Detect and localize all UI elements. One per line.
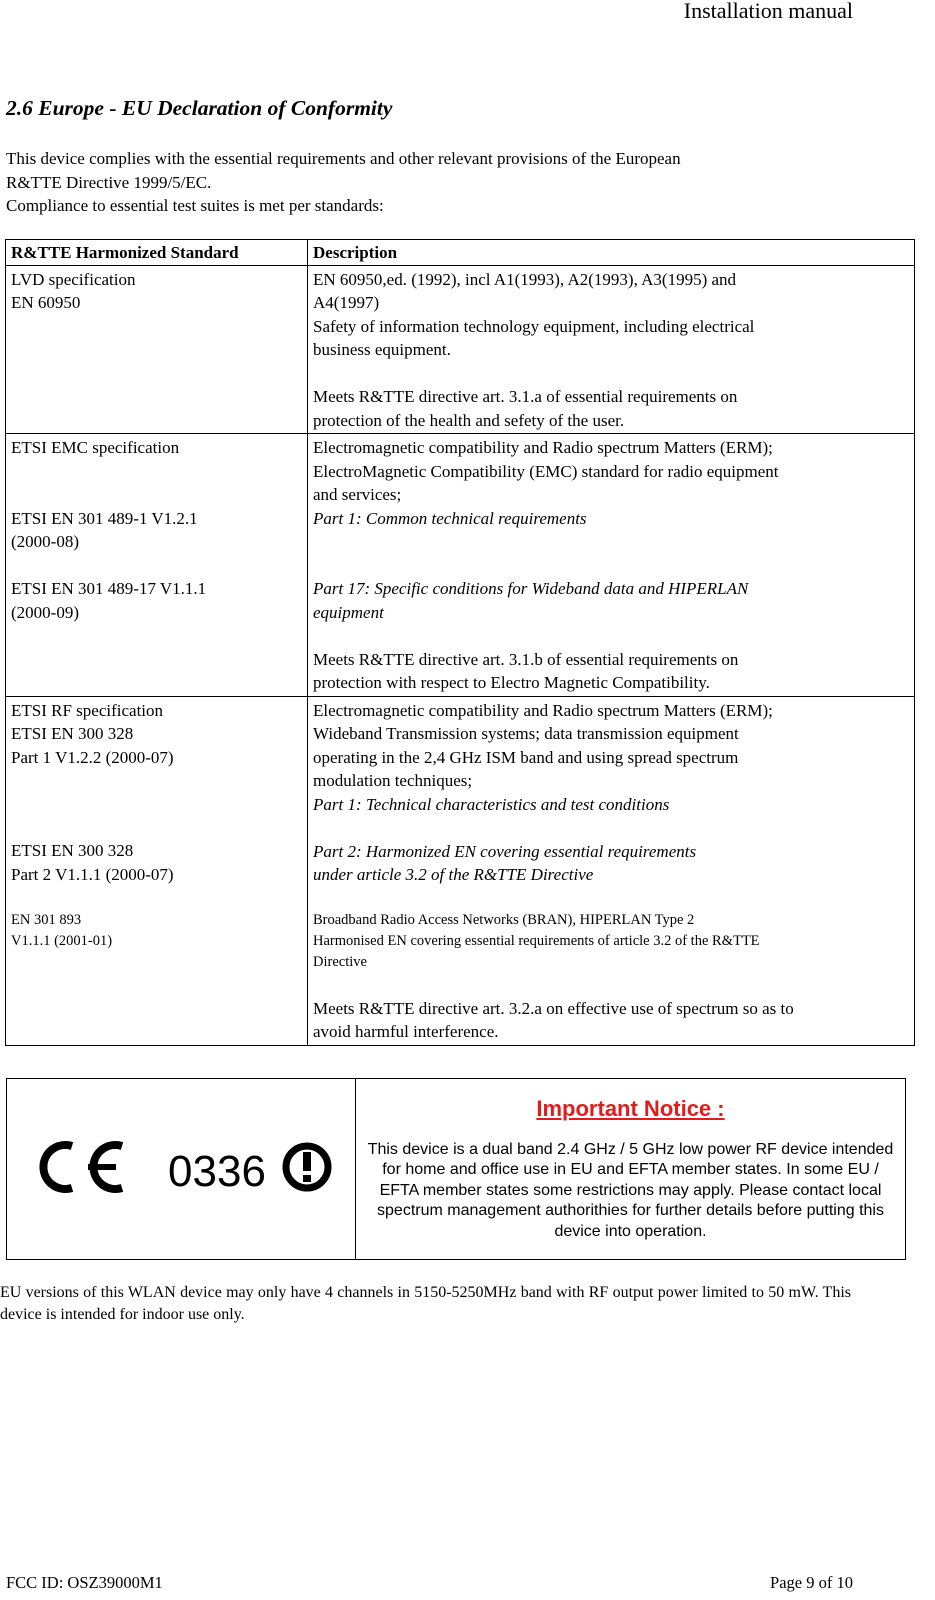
intro-line: Compliance to essential test suites is met per standards: (6, 196, 384, 215)
description-line: and services; (313, 485, 402, 504)
description-line: Part 2: Harmonized EN covering essential requirements (313, 841, 697, 861)
footer-page-number: Page 9 of 10 (770, 1573, 853, 1592)
table-row (6, 696, 915, 1045)
header-title: Installation manual (683, 0, 853, 23)
description-line: protection with respect to Electro Magnetic Compatibility. (313, 673, 710, 692)
description-line: Meets R&TTE directive art. 3.1.b of essential requirements on (313, 649, 739, 669)
ce-mark-logo (26, 1136, 336, 1198)
description-cell (308, 696, 915, 1045)
important-notice-box (6, 1078, 906, 1260)
ce-e-bar (88, 1164, 116, 1170)
standards-table (5, 239, 915, 1046)
description-line: Electromagnetic compatibility and Radio spectrum Matters (ERM); (313, 438, 773, 457)
description-line: business equipment. (313, 340, 451, 359)
intro-text (6, 147, 906, 218)
intro-line: This device complies with the essential requirements and other relevant provisions of the European (6, 149, 681, 168)
intro-line: R&TTE Directive 1999/5/EC. (6, 172, 212, 192)
description-line: Electromagnetic compatibility and Radio spectrum Matters (ERM); (313, 700, 773, 720)
description-line: avoid harmful interference. (313, 1022, 499, 1041)
column-header-standard: R&TTE Harmonized Standard (6, 240, 308, 266)
description-line: Part 17: Specific conditions for Wideband data and HIPERLAN (313, 579, 749, 598)
description-line: A4(1997) (313, 293, 380, 312)
description-line: EN 60950,ed. (1992), incl A1(1993), A2(1993), A3(1995) and (313, 269, 737, 289)
standard-line: Part 1 V1.2.2 (2000-07) (11, 747, 174, 767)
standard-line: (2000-08) (11, 532, 79, 551)
standard-line: EN 60950 (11, 293, 81, 312)
standard-line: EN 301 893 (11, 911, 82, 928)
standard-line: ETSI EN 300 328 (11, 724, 134, 743)
standard-line: V1.1.1 (2001-01) (11, 932, 113, 949)
description-line: Wideband Transmission systems; data transmission equipment (313, 724, 739, 743)
notice-title: Important Notice : (536, 1095, 725, 1121)
description-line: under article 3.2 of the R&TTE Directive (313, 865, 594, 884)
description-line: operating in the 2,4 GHz ISM band and using spread spectrum (313, 747, 739, 767)
table-row (6, 265, 915, 434)
notice-text: This device is a dual band 2.4 GHz / 5 GHz low power RF device intended for home and office use in EU and EFTA member states. In some EU / EFTA member states some restrictions may apply. Please contact local spectrum management authorithies for further details before putting this device into operation. (367, 1140, 894, 1240)
description-line: Harmonised EN covering essential requirements of article 3.2 of the R&TTE (313, 933, 760, 949)
alert-icon-dot (303, 1175, 311, 1182)
table-header-row (6, 240, 915, 266)
description-line: Part 1: Technical characteristics and test conditions (313, 794, 670, 814)
description-cell (308, 434, 915, 697)
description-line: Meets R&TTE directive art. 3.1.a of essential requirements on (313, 387, 738, 406)
description-line: Part 1: Common technical requirements (313, 508, 587, 528)
standard-cell (6, 265, 308, 434)
ce-notified-body-number: 0336 (168, 1146, 266, 1196)
standard-line: ETSI RF specification (11, 700, 164, 720)
standard-cell (6, 696, 308, 1045)
footer-fcc-id: FCC ID: OSZ39000M1 (6, 1573, 163, 1592)
description-cell (308, 265, 915, 434)
standard-line: LVD specification (11, 269, 136, 289)
standard-cell (6, 434, 308, 697)
standard-line: ETSI EN 301 489-17 V1.1.1 (11, 579, 207, 598)
standard-line: ETSI EN 301 489-1 V1.2.1 (11, 508, 198, 528)
ce-c-shape (43, 1145, 72, 1189)
standard-line: Part 2 V1.1.1 (2000-07) (11, 864, 174, 884)
description-line: Meets R&TTE directive art. 3.2.a on effective use of spectrum so as to (313, 998, 794, 1018)
standard-line: ETSI EMC specification (11, 438, 180, 457)
notice-text-cell (356, 1079, 906, 1260)
description-line: protection of the health and sefety of the user. (313, 410, 625, 430)
description-line: equipment (313, 602, 384, 622)
description-line: Safety of information technology equipment, including electrical (313, 316, 755, 336)
table-row (6, 434, 915, 697)
alert-icon-bar (303, 1152, 311, 1171)
eu-channel-note: EU versions of this WLAN device may only have 4 channels in 5150-5250MHz band with RF output power limited to 50 mW. This device is intended for indoor use only. (0, 1284, 851, 1323)
description-line: Directive (313, 954, 367, 970)
section-title: 2.6 Europe - EU Declaration of Conformity (6, 96, 393, 120)
standard-line: ETSI EN 300 328 (11, 841, 134, 860)
standard-line: (2000-09) (11, 602, 79, 622)
description-line: modulation techniques; (313, 771, 473, 790)
description-line: ElectroMagnetic Compatibility (EMC) standard for radio equipment (313, 461, 779, 481)
description-line: Broadband Radio Access Networks (BRAN), HIPERLAN Type 2 (313, 912, 695, 928)
ce-mark-cell (7, 1079, 356, 1260)
column-header-description: Description (308, 240, 915, 266)
